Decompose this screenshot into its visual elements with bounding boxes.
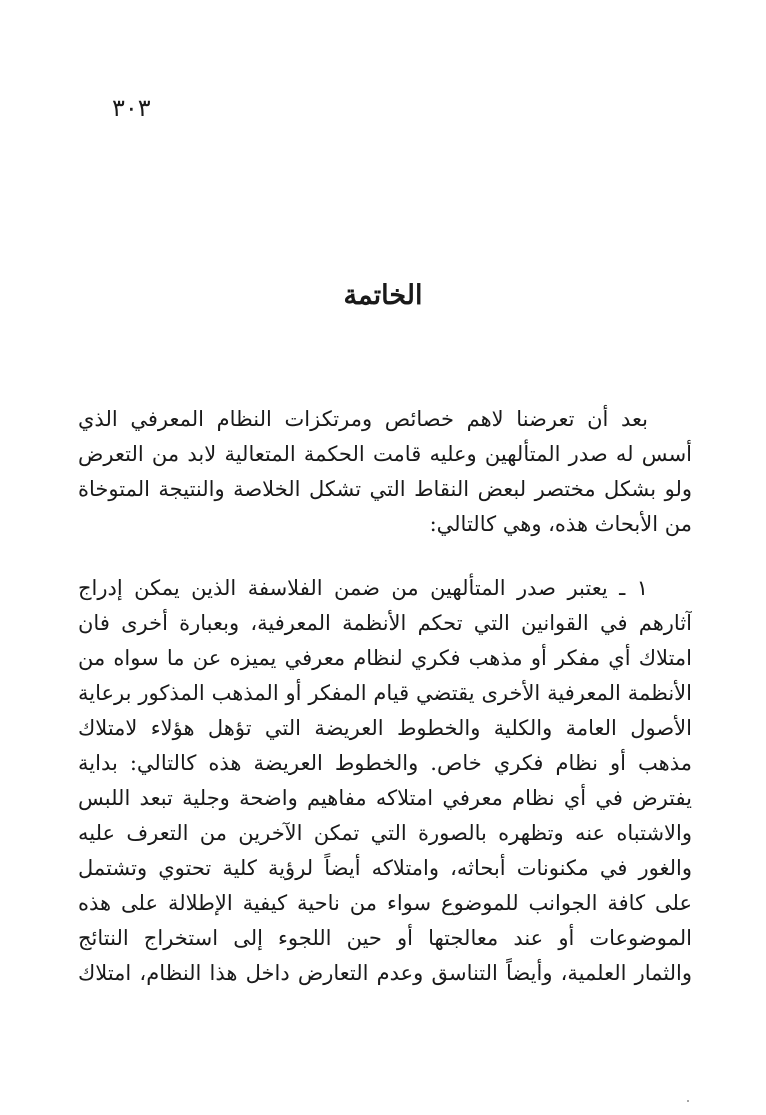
chapter-title: الخاتمة <box>343 280 423 311</box>
page-number: ٣٠٣ <box>112 94 151 122</box>
text-line: والغور في مكنونات أبحاثه، وامتلاكه أيضاً لرؤية كلية تحتوي وتشتمل <box>78 856 692 880</box>
scan-speck <box>687 1100 689 1102</box>
text-line: على كافة الجوانب للموضوع سواء من ناحية كيفية الإطلالة على هذه <box>78 891 692 915</box>
text-line: الأنظمة المعرفية الأخرى يقتضي قيام المفكر أو المذهب المذكور برعاية <box>78 681 692 705</box>
text-line: أسس له صدر المتألهين وعليه قامت الحكمة المتعالية لابد من التعرض <box>78 442 692 466</box>
text-line: يفترض في أي نظام معرفي امتلاكه مفاهيم واضحة وجلية تبعد اللبس <box>78 786 692 810</box>
text-line: والاشتباه عنه وتظهره بالصورة التي تمكن الآخرين من التعرف عليه <box>78 821 692 845</box>
text-line: من الأبحاث هذه، وهي كالتالي: <box>429 512 692 536</box>
text-line: الأصول العامة والكلية والخطوط العريضة التي تؤهل هؤلاء لامتلاك <box>78 716 692 740</box>
text-line: ١ ـ يعتبر صدر المتألهين من ضمن الفلاسفة الذين يمكن إدراج <box>78 576 648 600</box>
text-line: الموضوعات أو عند معالجتها أو حين اللجوء إلى استخراج النتائج <box>78 926 692 950</box>
text-line: والثمار العلمية، وأيضاً التناسق وعدم التعارض داخل هذا النظام، امتلاك <box>78 961 692 985</box>
text-line: بعد أن تعرضنا لاهم خصائص ومرتكزات النظام المعرفي الذي <box>78 407 648 431</box>
text-line: آثارهم في القوانين التي تحكم الأنظمة المعرفية، وبعبارة أخرى فان <box>78 611 692 635</box>
paragraph-point-1 <box>78 571 692 991</box>
text-line: مذهب أو نظام فكري خاص. والخطوط العريضة هذه كالتالي: بداية <box>78 751 692 775</box>
text-line: ولو بشكل مختصر لبعض النقاط التي تشكل الخلاصة والنتيجة المتوخاة <box>78 477 692 501</box>
paragraph-intro <box>78 402 692 542</box>
text-line: امتلاك أي مفكر أو مذهب فكري لنظام معرفي يميزه عن ما سواه من <box>78 646 692 670</box>
